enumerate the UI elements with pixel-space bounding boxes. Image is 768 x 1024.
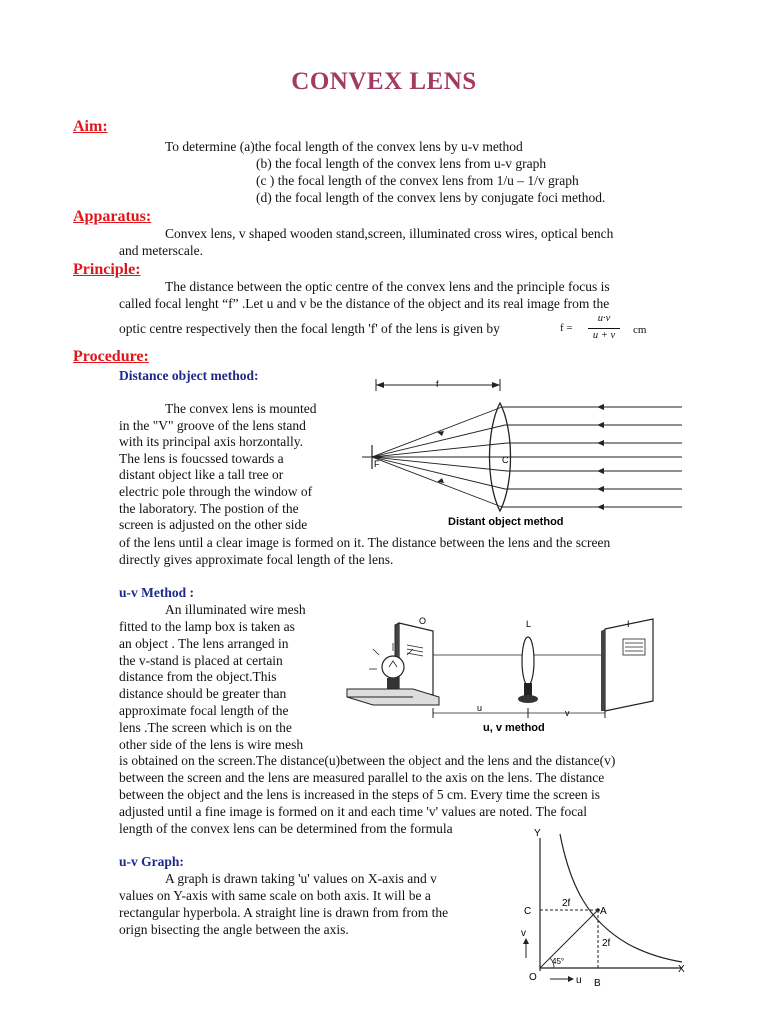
distant-line-2: in the "V" groove of the lens stand: [119, 418, 306, 433]
uv-fig-I-label: I: [627, 619, 630, 629]
formula-f-equals: f =: [560, 322, 573, 334]
uv-line-5: distance from the object.This: [119, 669, 277, 684]
graph-v-label: v: [521, 928, 526, 939]
graph-C-label: C: [524, 906, 532, 917]
uv-line-6: distance should be greater than: [119, 686, 287, 701]
procedure-heading: Procedure:: [73, 348, 149, 365]
distant-line-4: The lens is foucssed towards a: [119, 451, 284, 466]
aim-line-2: (b) the focal length of the convex lens from u-v graph: [256, 156, 547, 171]
uv-line-11: between the screen and the lens are measured parallel to the axis on the lens. The distance: [119, 770, 605, 785]
principle-line-3: optic centre respectively then the focal length 'f' of the lens is given by: [119, 321, 500, 336]
principle-line-2: called focal lenght “f” .Let u and v be the distance of the object and its real image from the: [119, 296, 610, 311]
principle-heading: Principle:: [73, 261, 141, 278]
graph-2f-top-label: 2f: [562, 898, 571, 909]
uv-fig-v-label: v: [565, 708, 570, 718]
uv-line-7: approximate focal length of the: [119, 703, 289, 718]
uv-line-13: adjusted until a fine image is formed on it and each time 'v' values are noted. The focal: [119, 804, 587, 819]
aim-heading: Aim:: [73, 118, 108, 135]
distant-fig-caption: Distant object method: [448, 516, 564, 528]
aim-line-4: (d) the focal length of the convex lens by conjugate foci method.: [256, 190, 606, 205]
uv-fig-u-label: u: [477, 703, 483, 713]
graph-line-2: values on Y-axis with same scale on both axis. It will be a: [119, 888, 431, 903]
distant-line-5: distant object like a tall tree or: [119, 467, 284, 482]
graph-u-label: u: [576, 975, 582, 986]
distant-method-heading: Distance object method:: [119, 368, 259, 383]
graph-Y-label: Y: [534, 828, 541, 839]
distant-object-figure: [352, 375, 697, 535]
distant-line-10: directly gives approximate focal length of the lens.: [119, 552, 394, 567]
graph-2f-side-label: 2f: [602, 938, 611, 949]
distant-fig-C-label: C: [502, 455, 509, 465]
distant-fig-F-label: F: [374, 459, 380, 469]
formula-fraction-bar: [588, 328, 620, 329]
page-title: CONVEX LENS: [291, 68, 477, 95]
uv-line-3: an object . The lens arranged in: [119, 636, 289, 651]
uv-line-2: fitted to the lamp box is taken as: [119, 619, 295, 634]
uv-line-12: between the object and the lens is increased in the steps of 5 cm. Every time the screen is: [119, 787, 600, 802]
uv-line-9: other side of the lens is wire mesh: [119, 737, 304, 752]
apparatus-line-2: and meterscale.: [119, 243, 203, 258]
uv-line-4: the v-stand is placed at certain: [119, 653, 283, 668]
distant-fig-f-label: f: [436, 379, 439, 389]
uv-line-8: lens .The screen which is on the: [119, 720, 292, 735]
uv-fig-L-label: L: [526, 619, 532, 629]
graph-B-label: B: [594, 978, 601, 989]
uv-method-figure: [343, 615, 688, 740]
principle-line-1: The distance between the optic centre of the convex lens and the principle focus is: [165, 279, 610, 294]
uv-method-heading: u-v Method :: [119, 585, 194, 600]
formula-denominator: u + v: [592, 330, 616, 341]
aim-line-1: To determine (a)the focal length of the convex lens by u-v method: [165, 139, 523, 154]
distant-line-9: of the lens until a clear image is formed on it. The distance between the lens and the screen: [119, 535, 611, 550]
graph-A-label: A: [600, 906, 607, 917]
graph-line-4: orign bisecting the angle between the axis.: [119, 922, 349, 937]
uv-line-10: is obtained on the screen.The distance(u)between the object and the lens and the distance(v): [119, 753, 616, 768]
graph-45-label: 45°: [552, 957, 565, 966]
distant-line-6: electric pole through the window of: [119, 484, 313, 499]
apparatus-heading: Apparatus:: [73, 208, 152, 225]
graph-line-1: A graph is drawn taking 'u' values on X-axis and v: [165, 871, 437, 886]
uv-line-1: An illuminated wire mesh: [165, 602, 306, 617]
uv-fig-O-label: O: [419, 616, 427, 626]
formula-numerator: u·v: [597, 313, 611, 324]
graph-line-3: rectangular hyperbola. A straight line is drawn from from the: [119, 905, 449, 920]
formula-unit: cm: [633, 324, 647, 336]
uv-fig-caption: u, v method: [483, 722, 545, 734]
distant-line-3: with its principal axis horzontally.: [119, 434, 303, 449]
apparatus-line-1: Convex lens, v shaped wooden stand,screen, illuminated cross wires, optical bench: [165, 226, 614, 241]
uv-graph-figure: [510, 826, 700, 991]
graph-X-label: X: [678, 964, 685, 975]
aim-line-3: (c ) the focal length of the convex lens from 1/u – 1/v graph: [256, 173, 579, 188]
graph-O-label: O: [529, 972, 537, 983]
distant-line-1: The convex lens is mounted: [165, 401, 317, 416]
uv-graph-heading: u-v Graph:: [119, 854, 184, 869]
uv-line-14: length of the convex lens can be determined from the formula: [119, 821, 453, 836]
distant-line-8: screen is adjusted on the other side: [119, 517, 308, 532]
distant-line-7: the laboratory. The postion of the: [119, 501, 299, 516]
